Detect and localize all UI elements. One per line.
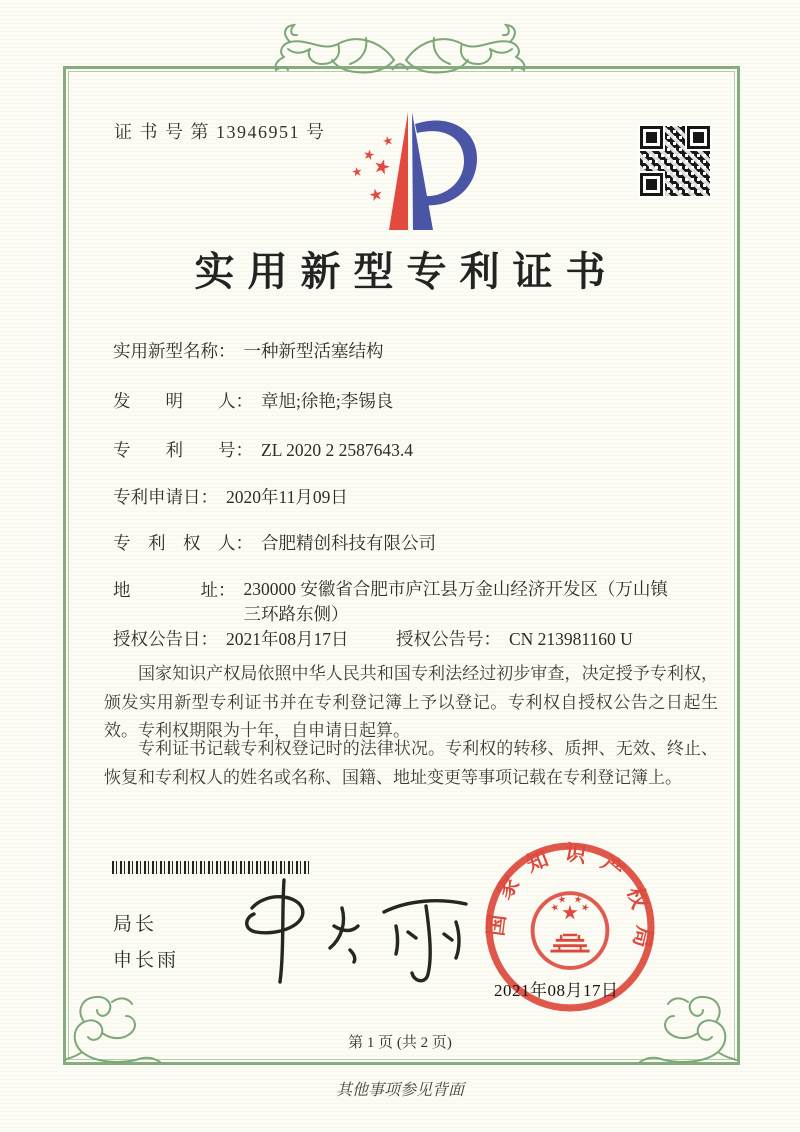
field-value: 合肥精创科技有限公司 [261,533,436,553]
field-value: CN 213981160 U [509,629,633,649]
qr-finder-top-left [640,126,663,149]
field-label: 授权公告日： [113,629,218,649]
field-value [244,577,668,627]
field-label: 专 利 号： [113,440,253,460]
cnipa-logo [336,108,484,234]
field-value: ZL 2020 2 2587643.4 [261,440,413,460]
legal-paragraph-register: 专利证书记载专利权登记时的法律状况。专利权的转移、质押、无效、终止、恢复和专利权人的姓名或名称、国籍、地址变更等事项记载在专利登记簿上。 [104,739,718,787]
field-grant-number [396,626,633,651]
qr-finder-top-right [687,126,710,149]
seal-emblem-stars [550,895,590,919]
page-number: 第 1 页 (共 2 页) [348,1035,452,1051]
legal-paragraph-grant: 国家知识产权局依照中华人民共和国专利法经过初步审查，决定授予专利权，颁发实用新型专利证书并在专利登记簿上予以登记。专利权自授权公告之日起生效。专利权期限为十年，自申请日起算。 [104,664,718,740]
field-label: 专 利 权 人： [113,533,253,553]
back-side-note: 其他事项参见背面 [335,1082,464,1099]
field-value: 一种新型活塞结构 [243,341,384,361]
field-label: 授权公告号： [396,629,501,649]
field-label: 专利申请日： [113,487,218,507]
field-patent-number [113,437,413,462]
address-line-2: 三环路东侧） [243,604,349,624]
certificate-title: 实用新型专利证书 [194,249,619,294]
director-title: 局长 [113,914,158,935]
address-line-1: 230000 安徽省合肥市庐江县万金山经济开发区（万山镇 [243,579,668,599]
field-label: 发 明 人： [113,391,253,411]
field-value: 2021年08月17日 [226,629,349,649]
field-inventors [113,388,393,413]
certificate-number: 证 书 号 第 13946951 号 [114,122,326,142]
seal-arc-text: 国家知识产权局 [483,840,657,964]
field-value: 2020年11月09日 [226,487,348,507]
qr-code [638,124,712,198]
field-value: 章旭;徐艳;李锡良 [261,391,394,411]
seal-emblem-gate [550,935,589,951]
director-name: 申长雨 [113,950,180,971]
field-label: 实用新型名称： [113,341,236,361]
field-label: 地 址： [113,580,236,600]
seal-date: 2021年08月17日 [494,981,619,1000]
qr-finder-bottom-left [640,173,663,196]
field-utility-model-name [113,338,384,363]
field-patentee [113,530,436,555]
director-signature [222,874,492,992]
field-grant-date [113,626,633,651]
field-address [113,577,668,627]
barcode [112,861,310,874]
field-filing-date [113,484,348,509]
